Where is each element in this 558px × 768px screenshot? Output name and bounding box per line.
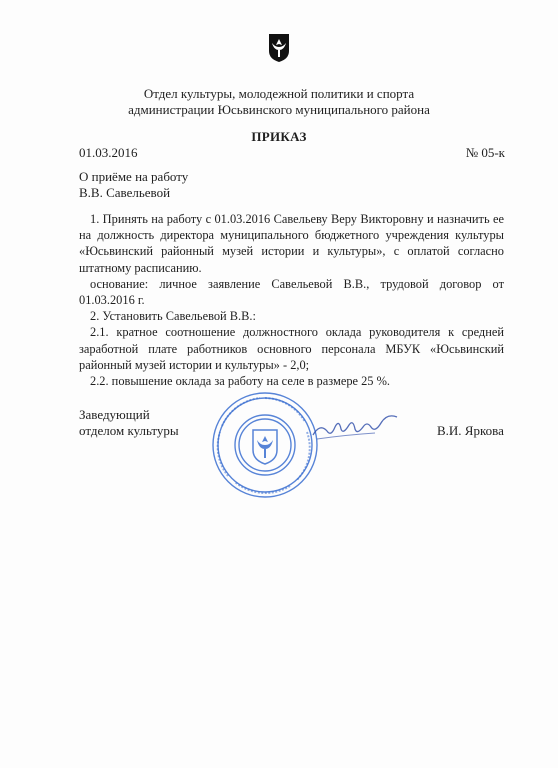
org-name-line2: администрации Юсьвинского муниципального района bbox=[128, 102, 430, 117]
paragraph-2: 2. Установить Савельевой В.В.: bbox=[90, 309, 256, 324]
handwritten-signature-icon bbox=[305, 405, 405, 450]
subject-line2: В.В. Савельевой bbox=[79, 185, 171, 200]
paragraph-2-2: 2.2. повышение оклада за работу на селе в размере 25 %. bbox=[90, 374, 391, 389]
subject-line1: О приёме на работу bbox=[79, 169, 189, 184]
signer-name: В.И. Яркова bbox=[437, 423, 504, 438]
paragraph-basis: основание: личное заявление Савельевой В.В., трудовой договор от 01.03.2016 г. bbox=[79, 276, 504, 308]
signer-role-line1: Заведующий bbox=[79, 407, 150, 422]
signer-role-line2: отделом культуры bbox=[79, 423, 179, 438]
official-seal-stamp-icon bbox=[210, 390, 320, 500]
document-body bbox=[79, 211, 504, 389]
paragraph-1: 1. Принять на работу с 01.03.2016 Савельеву Веру Викторовну и назначить ее на должность директора муниципального бюджетного учреждения культуры «Юсьвинский районный музей истории и культуры», с оплатой согласно штатному расписанию. bbox=[79, 212, 504, 275]
paragraph-2-1: 2.1. кратное соотношение должностного оклада руководителя к средней заработной плате работников основного персонала МБУК «Юсьвинский районный музей истории и культуры» - 2,0; bbox=[79, 325, 504, 372]
document-date: 01.03.2016 bbox=[79, 145, 138, 160]
org-name-line1: Отдел культуры, молодежной политики и спорта bbox=[143, 86, 415, 101]
document-title: ПРИКАЗ bbox=[251, 129, 307, 144]
coat-of-arms-emblem-icon bbox=[268, 33, 290, 63]
document-number: № 05-к bbox=[465, 145, 505, 160]
